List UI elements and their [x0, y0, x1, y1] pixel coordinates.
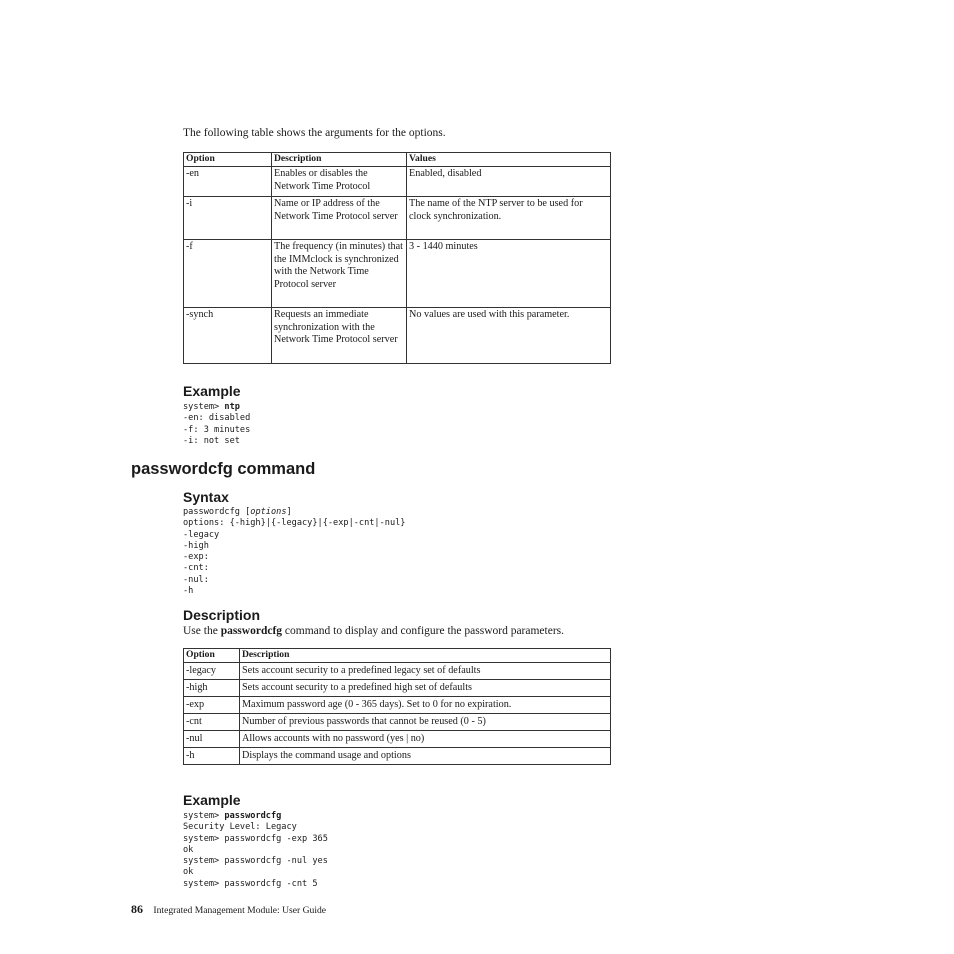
table-row [184, 308, 611, 364]
code-prompt: system> [183, 402, 225, 412]
table-cell: Displays the command usage and options [240, 748, 611, 765]
code-line: -legacy [183, 529, 220, 540]
ntp-options-table [183, 152, 611, 364]
section-title: passwordcfg command [131, 460, 316, 478]
table-cell: Sets account security to a predefined legacy set of defaults [240, 663, 611, 680]
code-bracket: ] [286, 507, 292, 517]
table-header-row [184, 153, 611, 167]
column-header: Option [184, 649, 240, 663]
table-cell: Enabled, disabled [407, 167, 611, 197]
table-cell: Number of previous passwords that cannot be reused (0 - 5) [240, 714, 611, 731]
table-cell: -nul [184, 731, 240, 748]
column-header: Description [272, 153, 407, 167]
example-heading: Example [183, 792, 241, 808]
code-line: system> passwordcfg -exp 365 [183, 833, 328, 844]
code-line: -h [183, 586, 194, 597]
code-line: Security Level: Legacy [183, 822, 297, 833]
syntax-code [183, 507, 405, 597]
code-line: options: {-high}|{-legacy}|{-exp|-cnt|-nul} [183, 518, 406, 529]
table-cell: -f [184, 240, 272, 308]
table-cell: No values are used with this parameter. [407, 308, 611, 364]
table-cell: -i [184, 197, 272, 240]
code-line: -i: not set [183, 435, 240, 446]
table-cell: -en [184, 167, 272, 197]
table-row [184, 748, 611, 765]
code-line: system> passwordcfg -cnt 5 [183, 878, 318, 889]
passwordcfg-options-table [183, 648, 611, 765]
code-line: -exp: [183, 552, 209, 563]
table-cell: Allows accounts with no password (yes | no) [240, 731, 611, 748]
table-cell: Maximum password age (0 - 365 days). Set to 0 for no expiration. [240, 697, 611, 714]
code-line: system> passwordcfg -nul yes [183, 856, 328, 867]
code-command: ntp [224, 402, 240, 412]
ntp-example-code [183, 402, 250, 447]
code-argument: options [250, 507, 287, 517]
passwordcfg-example-code [183, 811, 328, 890]
code-prompt: system> [183, 811, 225, 821]
code-line: -f: 3 minutes [183, 424, 251, 435]
table-cell: -exp [184, 697, 240, 714]
code-line: -cnt: [183, 563, 209, 574]
code-command: passwordcfg [183, 507, 240, 517]
table-row [184, 663, 611, 680]
code-line: -nul: [183, 574, 209, 585]
table-row [184, 167, 611, 197]
page-number: 86 [131, 902, 143, 916]
description-text [183, 625, 564, 637]
table-cell: -synch [184, 308, 272, 364]
table-cell: The frequency (in minutes) that the IMMclock is synchronized with the Network Time Protocol server [272, 240, 407, 308]
syntax-heading: Syntax [183, 489, 229, 505]
code-line: ok [183, 844, 194, 855]
description-heading: Description [183, 607, 261, 623]
table-row [184, 714, 611, 731]
table-row [184, 197, 611, 240]
code-line: ok [183, 867, 194, 878]
description-text-part: Use the [183, 625, 221, 637]
table-cell: Name or IP address of the Network Time Protocol server [272, 197, 407, 240]
column-header: Option [184, 153, 272, 167]
table-cell: Requests an immediate synchronization with the Network Time Protocol server [272, 308, 407, 364]
code-line: -high [183, 540, 209, 551]
table-cell: Enables or disables the Network Time Protocol [272, 167, 407, 197]
code-command: passwordcfg [224, 811, 282, 821]
table-cell: 3 - 1440 minutes [407, 240, 611, 308]
footer-title: Integrated Management Module: User Guide [153, 905, 327, 916]
table-cell: Sets account security to a predefined high set of defaults [240, 680, 611, 697]
table-cell: The name of the NTP server to be used for clock synchronization. [407, 197, 611, 240]
table-cell: -h [184, 748, 240, 765]
table-row [184, 680, 611, 697]
code-line: -en: disabled [183, 413, 251, 424]
description-text-part: command to display and configure the password parameters. [282, 625, 565, 637]
column-header: Description [240, 649, 611, 663]
description-command-name: passwordcfg [220, 625, 283, 637]
intro-text: The following table shows the arguments for the options. [183, 127, 446, 139]
example-heading: Example [183, 383, 241, 399]
column-header: Values [407, 153, 611, 167]
table-cell: -cnt [184, 714, 240, 731]
page-footer [131, 902, 326, 917]
code-bracket: [ [239, 507, 251, 517]
table-row [184, 731, 611, 748]
table-cell: -high [184, 680, 240, 697]
table-row [184, 697, 611, 714]
table-header-row [184, 649, 611, 663]
table-row [184, 240, 611, 308]
table-cell: -legacy [184, 663, 240, 680]
